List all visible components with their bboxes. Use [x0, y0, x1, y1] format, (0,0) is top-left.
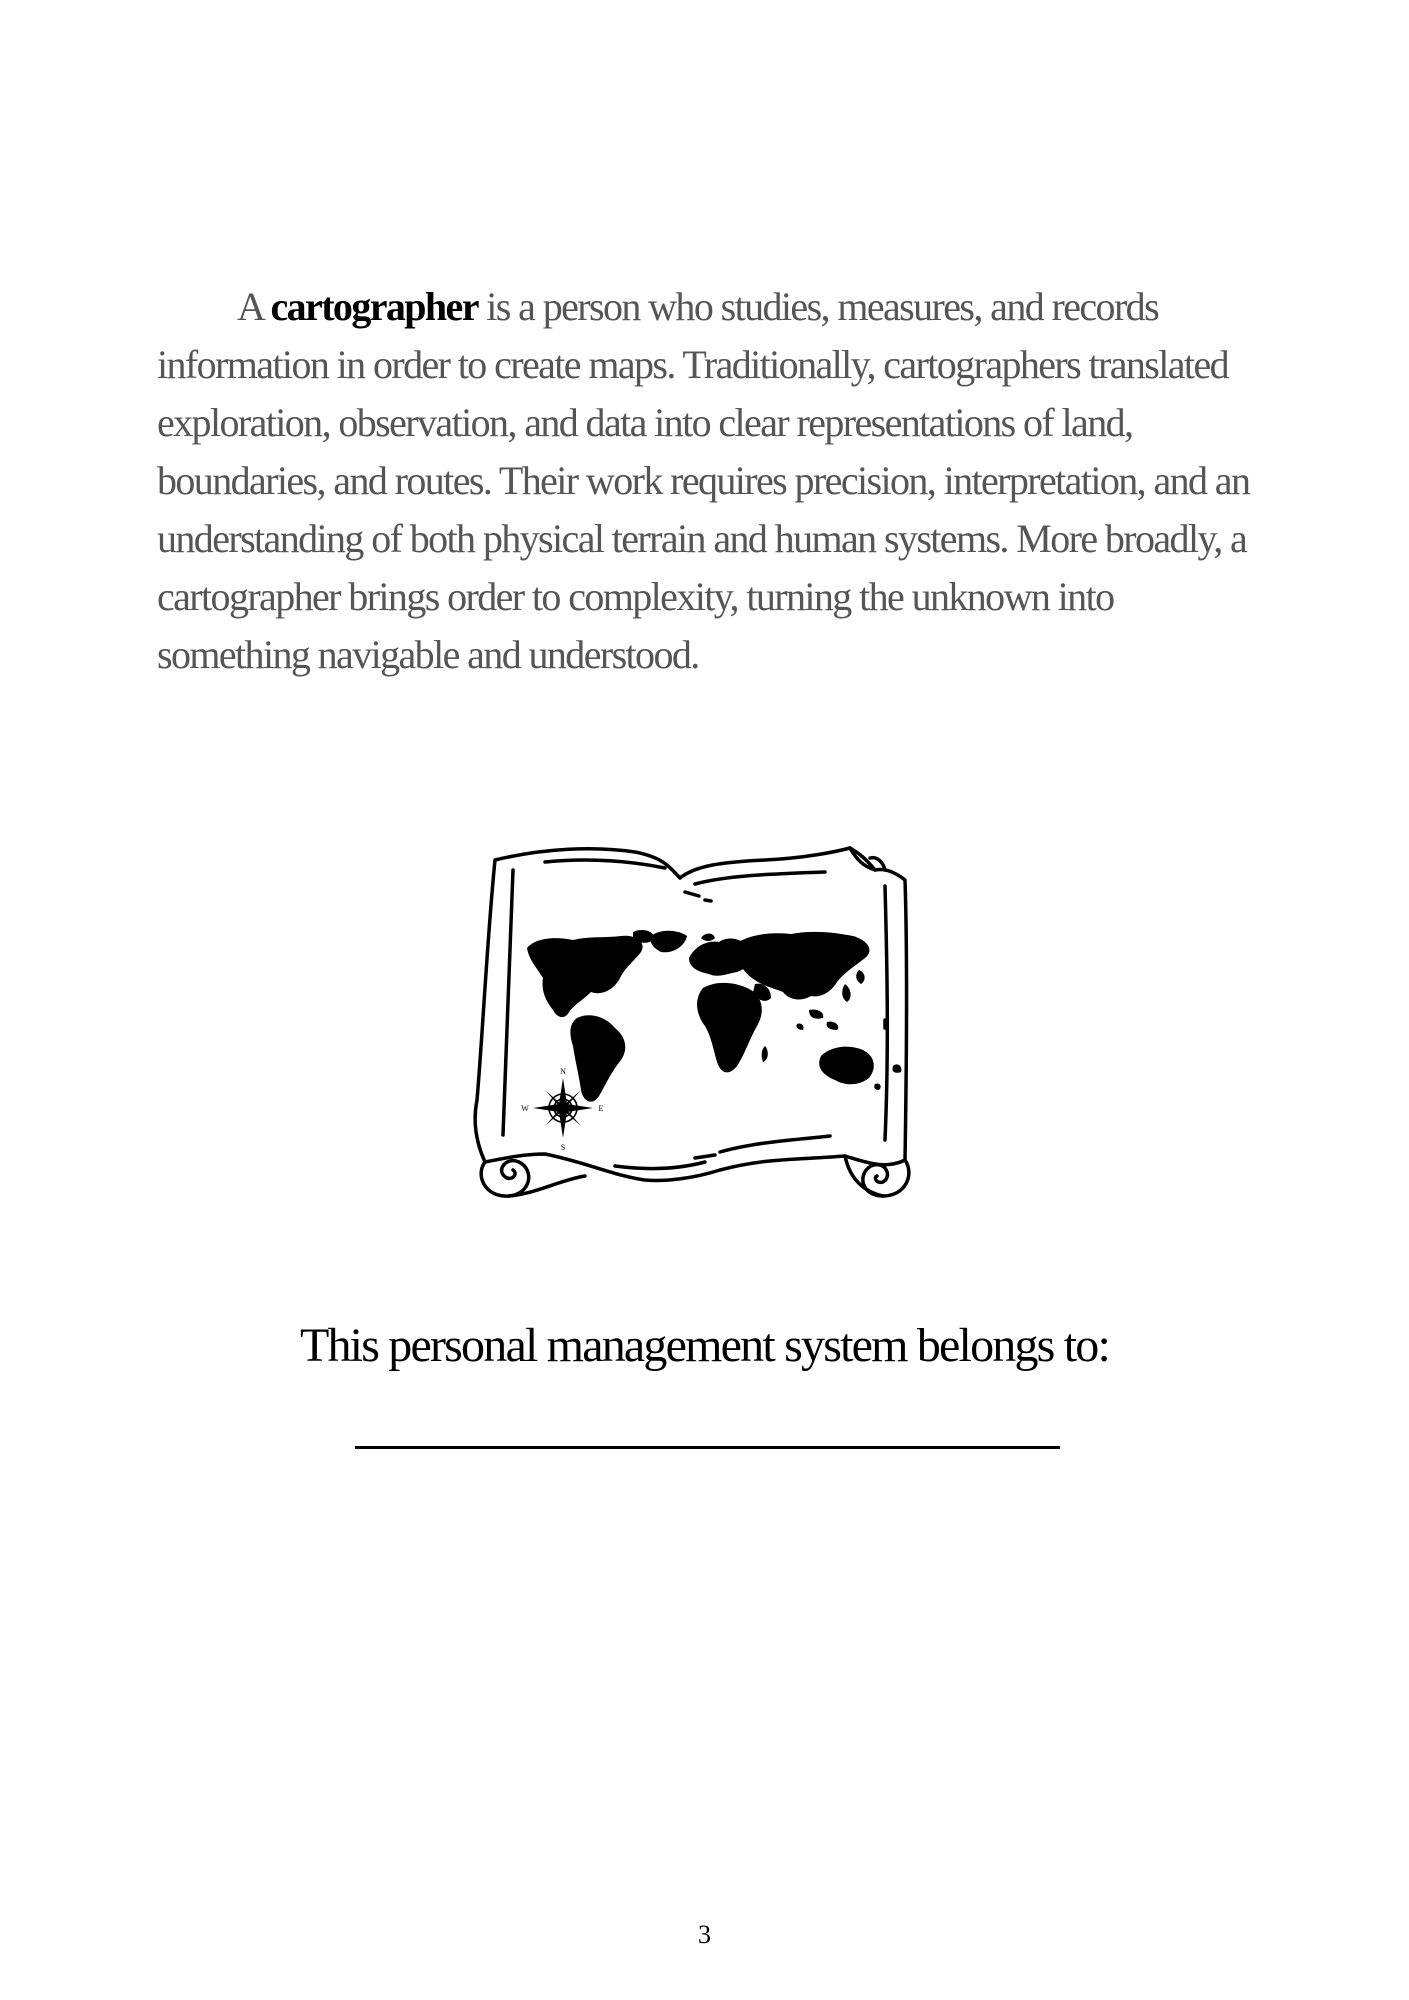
- compass-e-label: E: [598, 1104, 604, 1113]
- intro-paragraph: [157, 278, 1267, 684]
- owner-name-line: [355, 1446, 1060, 1449]
- ownership-label: This personal management system belongs to:: [299, 1319, 1110, 1372]
- intro-lead: A: [237, 284, 271, 329]
- compass-s-label: S: [560, 1143, 566, 1152]
- compass-n-label: N: [560, 1067, 566, 1076]
- intro-body: is a person who studies, measures, and records information in order to create maps. Traditionally, cartographers translated exploration, observation, and data into clear representations of land, boundaries, and routes. Their work requires precision, interpretation, and an understanding of both physical terrain and human systems. More broadly, a cartographer brings order to complexity, turning the unknown into something navigable and understood.: [157, 284, 1250, 677]
- scroll-world-map-icon: [465, 840, 945, 1210]
- cartographer-term: cartographer: [270, 284, 478, 329]
- page-number: 3: [698, 1920, 711, 1949]
- compass-w-label: W: [521, 1104, 529, 1113]
